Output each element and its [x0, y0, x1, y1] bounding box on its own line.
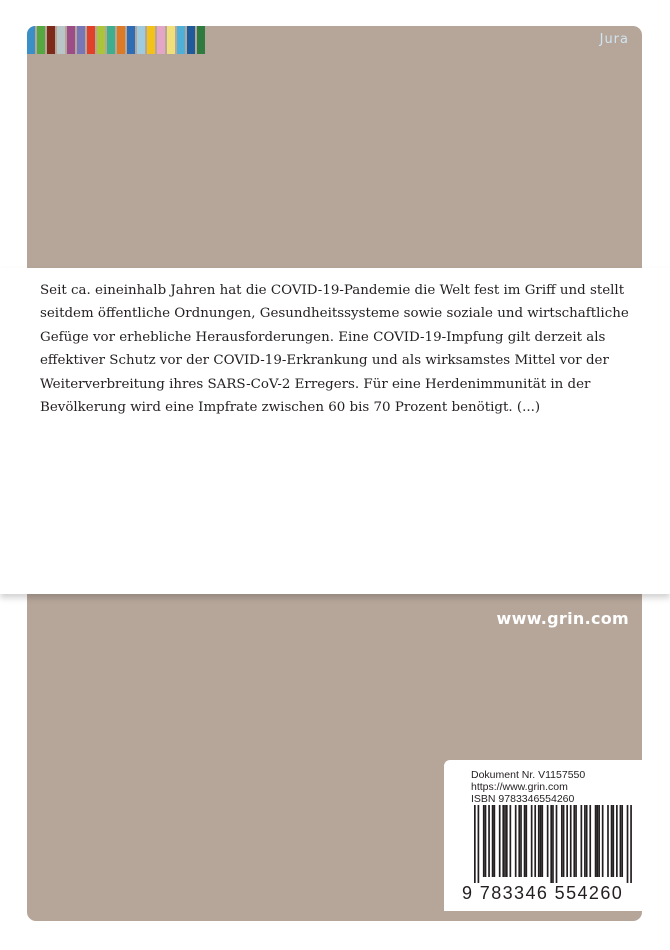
- color-stripe: [187, 26, 195, 54]
- barcode-bar: [531, 805, 533, 877]
- color-stripe: [107, 26, 115, 54]
- barcode-bar: [627, 805, 629, 883]
- barcode-bar: [595, 805, 597, 877]
- color-stripe: [167, 26, 175, 54]
- info-url: https://www.grin.com: [471, 781, 568, 793]
- barcode-bar: [547, 805, 549, 877]
- color-stripe: [57, 26, 65, 54]
- abstract-text: Seit ca. eineinhalb Jahren hat die COVID-19-Pandemie die Welt fest im Griff und stellt seitdem öffentliche Ordnungen, Gesundheitssysteme sowie soziale und wirtschaftliche Gefüge vor erhebliche Herausforderungen. Eine COVID-19-Impfung gilt derzeit als effektiver Schutz vor der COVID-19-Erkrankung und als wirksamstes Mittel vor der Weiterverbreitung ihres SARS-CoV-2 Erregers. Für eine Herdenimmunität in der Bevölkerung wird eine Impfrate zwischen 60 bis 70 Prozent benötigt. (...): [40, 283, 629, 416]
- barcode-bar: [561, 805, 563, 877]
- isbn-label: ISBN 9783346554260: [471, 793, 575, 805]
- barcode-bar: [483, 805, 485, 877]
- barcode-bar: [586, 805, 588, 877]
- color-stripe: [67, 26, 75, 54]
- barcode-bar: [525, 805, 527, 877]
- color-stripes: [27, 26, 207, 54]
- barcode-bar: [556, 805, 558, 883]
- barcode-bar: [550, 805, 552, 883]
- barcode-bar: [611, 805, 613, 877]
- color-stripe: [197, 26, 205, 54]
- barcode-bar: [607, 805, 609, 877]
- barcode-bar: [620, 805, 622, 877]
- category-label: Jura: [599, 32, 629, 47]
- barcode-bar: [552, 805, 554, 883]
- barcode-bar: [563, 805, 565, 877]
- barcode-bar: [602, 805, 604, 877]
- website-label: www.grin.com: [496, 609, 629, 628]
- barcode-bar: [570, 805, 572, 877]
- color-stripe: [97, 26, 105, 54]
- barcode-bar: [510, 805, 512, 877]
- barcode-bar: [504, 805, 506, 877]
- barcode-bar: [612, 805, 614, 877]
- barcode-bar: [596, 805, 598, 877]
- color-stripe: [147, 26, 155, 54]
- barcode-bar: [518, 805, 520, 877]
- barcode-bar: [502, 805, 504, 877]
- barcode-bar: [534, 805, 536, 877]
- color-stripe: [47, 26, 55, 54]
- barcode-bar: [575, 805, 577, 877]
- barcode-bar: [474, 805, 476, 883]
- barcode-bar: [492, 805, 494, 877]
- barcode-bar: [616, 805, 618, 877]
- barcode-bar: [515, 805, 517, 877]
- barcode-bar: [538, 805, 540, 877]
- barcode-bar: [524, 805, 526, 877]
- barcode-bar: [485, 805, 487, 877]
- color-stripe: [177, 26, 185, 54]
- barcode-bar: [478, 805, 480, 883]
- color-stripe: [37, 26, 45, 54]
- barcode-bar: [488, 805, 490, 877]
- barcode-bar: [494, 805, 496, 877]
- document-number: Dokument Nr. V1157550: [471, 769, 586, 781]
- isbn-barcode: [474, 805, 632, 883]
- barcode-digits: 9 783346 554260: [462, 883, 624, 903]
- barcode-bar: [598, 805, 600, 877]
- color-stripe: [127, 26, 135, 54]
- barcode-bar: [573, 805, 575, 877]
- barcode-bar: [506, 805, 508, 877]
- barcode-bar: [541, 805, 543, 877]
- barcode-bar: [630, 805, 632, 883]
- barcode-bar: [520, 805, 522, 877]
- barcode-bar: [621, 805, 623, 877]
- barcode-bar: [540, 805, 542, 877]
- barcode-bar: [566, 805, 568, 877]
- color-stripe: [157, 26, 165, 54]
- barcode-bar: [589, 805, 591, 877]
- info-box: [444, 760, 642, 911]
- color-stripe: [137, 26, 145, 54]
- color-stripe: [77, 26, 85, 54]
- barcode-bar: [581, 805, 583, 877]
- barcode-bar: [499, 805, 501, 877]
- color-stripe: [27, 26, 35, 54]
- barcode-bar: [584, 805, 586, 877]
- color-stripe: [117, 26, 125, 54]
- color-stripe: [87, 26, 95, 54]
